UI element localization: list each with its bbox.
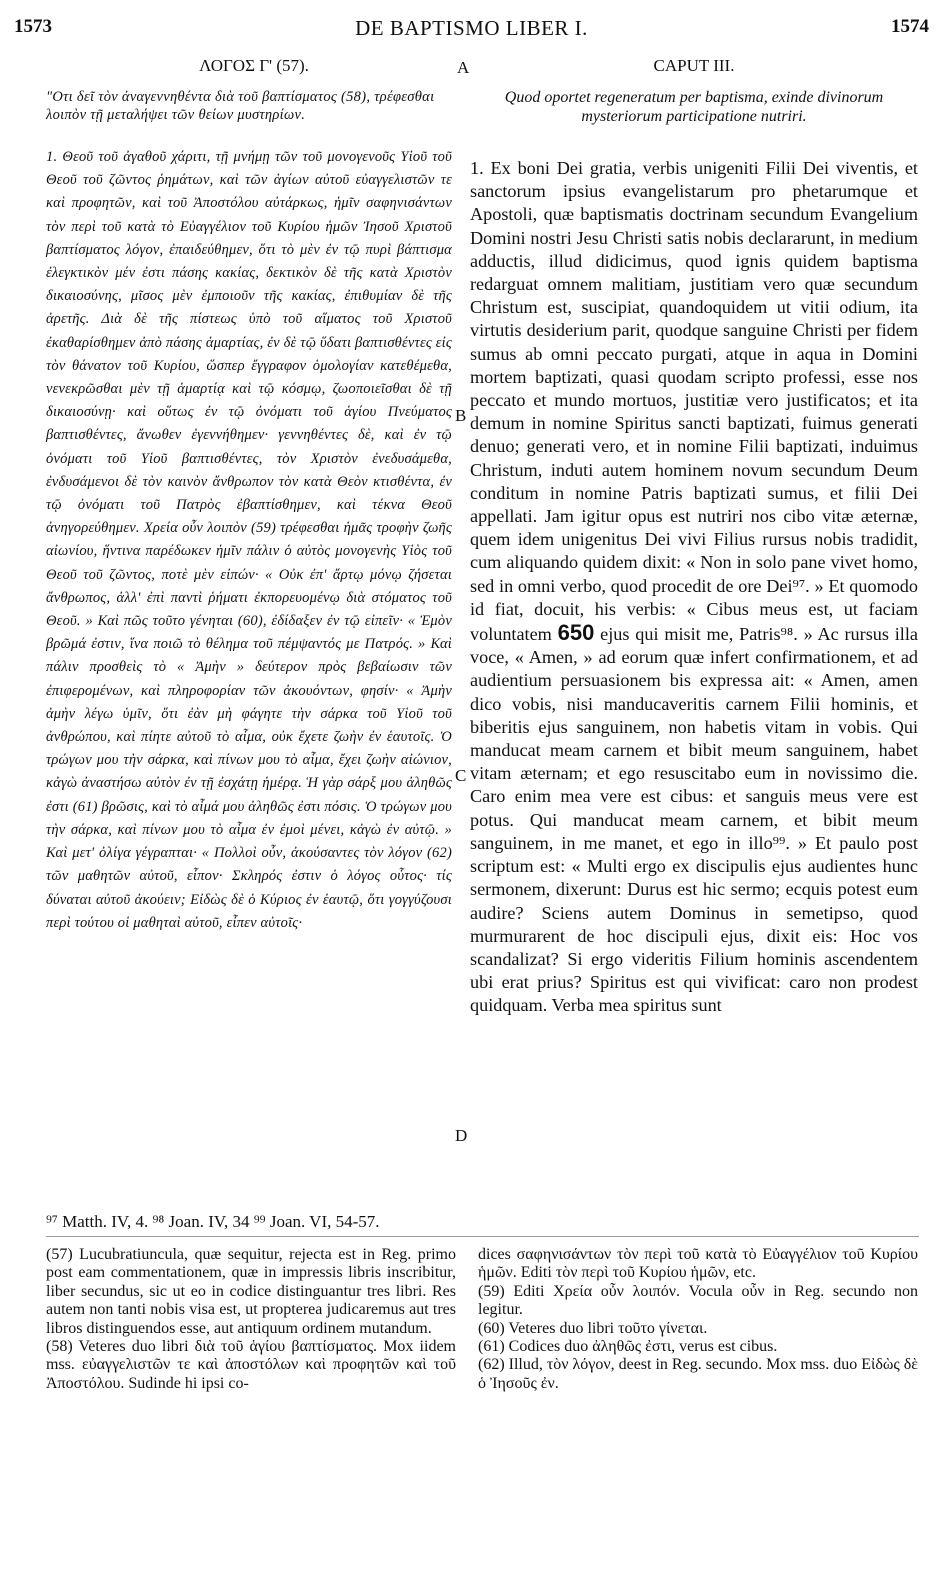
latin-heading: CAPUT III. — [653, 56, 735, 75]
latin-body — [470, 157, 918, 1018]
latin-column — [470, 56, 918, 1018]
footnote-divider — [46, 1236, 919, 1237]
latin-subtitle: Quod oportet regeneratum per baptisma, exinde divinorum mysteriorum participatione nutriri. — [504, 89, 884, 125]
page-number-right: 1574 — [891, 16, 929, 37]
column-number: 650 — [557, 620, 595, 646]
greek-paragraph: 1. Θεοῦ τοῦ ἀγαθοῦ χάριτι, τῇ μνήμῃ τῶν τοῦ μονογενοῦς Υἱοῦ τοῦ Θεοῦ τοῦ ζῶντος ῥημάτων, καὶ τῶν ἁγίων αὐτοῦ εὐαγγελιστῶν τε καὶ προφητῶν, καὶ τοῦ Ἀποστόλου αὐτάρκως, ἡμῖν σαφηνισάντων τὸν περὶ τοῦ κατὰ τὸ Εὐαγγέλιον τοῦ Κυρίου ἡμῶν Ἰησοῦ Χριστοῦ βαπτίσματος λόγον, ἐπαιδεύθημεν, ὅτι τὸ μὲν ἐν τῷ πυρὶ βάπτισμα ἐλεγκτικὸν μέν ἐστι πάσης κακίας, δεκτικὸν δὲ τῆς κατὰ Χριστὸν δικαιοσύνης, μῖσος μὲν ἐμποιοῦν τῆς κακίας, ἐπιθυμίαν δὲ τῆς ἀρετῆς. Διὰ δὲ τῆς πίστεως ὑπὸ τοῦ αἵματος τοῦ Χριστοῦ ἐκαθαρίσθημεν ἀπὸ πάσης ἁμαρτίας, ἐν δὲ τῷ ὕδατι βαπτισθέντες εἰς τὸν θάνατον τοῦ Κυρίου, ὥσπερ ἔγγραφον ὁμολογίαν κατεθέμεθα, νενεκρῶσθαι μὲν τῇ ἁμαρτίᾳ καὶ τῷ κόσμῳ, ζωοποιεῖσθαι δὲ τῇ δικαιοσύνῃ· καὶ οὕτως ἐν τῷ ὀνόματι τοῦ ἁγίου Πνεύματος βαπτισθέντες, ἄνωθεν ἐγεννήθημεν· γεννηθέντες δὲ, καὶ ἐν τῷ ὀνόματι τοῦ Υἱοῦ βαπτισθέντες, τὸν Χριστὸν ἐνεδυσάμεθα, ἐνδυσάμενοι δὲ τὸν καινὸν ἄνθρωπον τὸν κατὰ Θεὸν κτισθέντα, ἐν τῷ ὀνόματι τοῦ Πατρὸς ἐβαπτίσθημεν, καὶ τέκνα Θεοῦ ἀνηγορεύθημεν. Χρεία οὖν λοιπὸν (59) τρέφεσθαι ἡμᾶς τροφὴν ζωῆς αἰωνίου, ἥντινα παρέδωκεν ἡμῖν πάλιν ὁ αὐτὸς μονογενὴς Υἱὸς τοῦ Θεοῦ τοῦ ζῶντος, ποτὲ μὲν εἰπών· « Οὐκ ἐπ' ἄρτῳ μόνῳ ζήσεται ἄνθρωπος, ἀλλ' ἐπὶ παντὶ ῥήματι ἐκπορευομένῳ διὰ στόματος τοῦ Θεοῦ. » Καὶ πῶς τοῦτο γένηται (60), ἐδίδαξεν ἐν τῷ εἰπεῖν· « Ἐμὸν βρῶμά ἐστιν, ἵνα ποιῶ τὸ θέλημα τοῦ πέμψαντός με Πατρός. » Καὶ πάλιν προσθεὶς τὸ « Ἀμὴν » δεύτερον πρὸς βεβαίωσιν τῶν ἐπιφερομένων, καὶ πληροφορίαν τῶν ἀκουόντων, φησίν· « Ἀμὴν ἀμὴν λέγω ὑμῖν, ὅτι ἐὰν μὴ φάγητε τὴν σάρκα τοῦ Υἱοῦ τοῦ ἀνθρώπου, καὶ πίητε αὐτοῦ τὸ αἷμα, οὐκ ἔχετε ζωὴν ἐν ἑαυτοῖς. Ὁ τρώγων μου τὴν σάρκα, καὶ πίνων μου τὸ αἷμα, ἔχει ζωὴν αἰώνιον, κἀγὼ ἀναστήσω αὐτὸν ἐν τῇ ἐσχάτῃ ἡμέρᾳ. Ἡ γὰρ σάρξ μου ἀληθῶς ἐστι (61) βρῶσις, καὶ τὸ αἷμά μου ἀληθῶς ἐστι πόσις. Ὁ τρώγων μου τὴν σάρκα, καὶ πίνων μου τὸ αἷμα ἐν ἐμοὶ μένει, κἀγὼ ἐν αὐτῷ. » Καὶ μετ' ὀλίγα γέγραπται· « Πολλοὶ οὖν, ἀκούσαντες τὸν λόγον (62) τῶν μαθητῶν αὐτοῦ, εἶπον· Σκληρός ἐστιν ὁ λόγος οὗτος· τίς δύναται αὐτοῦ ἀκούειν; Εἰδὼς δὲ ὁ Κύριος ἐν ἑαυτῷ, ὅτι γογγύζουσι περὶ τούτου οἱ μαθηταὶ αὐτοῦ, εἶπεν αὐτοῖς· — [46, 149, 452, 931]
scripture-references: ⁹⁷ Matth. IV, 4. ⁹⁸ Joan. IV, 34 ⁹⁹ Joan. VI, 54-57. — [46, 1212, 380, 1231]
footnotes-left — [46, 1246, 456, 1393]
footnote-58: (58) Veteres duo libri διὰ τοῦ ἁγίου βαπτίσματος. Mox iidem mss. εὐαγγελιστῶν τε καὶ ἀποστόλων καὶ προφητῶν καὶ τοῦ Ἀποστόλου. Sudinde hi ipsi co- — [46, 1338, 456, 1392]
margin-letter-c: C — [455, 766, 467, 785]
latin-paragraph — [470, 157, 918, 1018]
page-header — [14, 16, 929, 42]
latin-text-part1: 1. Ex boni Dei gratia, verbis unigeniti Filii Dei viventis, et sanctorum ipsius evangelistarum pro phetarumque et Apostoli, quæ baptismatis doctrinam secundum Evangelium Domini nostri Jesu Christi satis nobis declararunt, in medium adductis, illud didicimus, quod ignis quidem baptisma redarguat omnem malitiam, justitiam vero quæ secundum Christum est, suscipiat, quandoquidem ut vitii odium, ita virtutis desiderium parit, quodque sanguine Christi per fidem sumus ab omni peccato purgati, atque in aqua in Domini mortem baptizati, quasi quodam scripto professi, esse nos peccato et mundo mortuos, justitiæ vero justificatos; et ita demum in nomine Spiritus sancti baptizati, fuimus generati denuo; generati vero, et in nomine Filii baptizati, induimus Christum, induti autem hominem novum secundum Deum conditum in nomine Patris baptizati sumus, et filii Dei appellati. Jam igitur opus est nutriri nos cibo vitæ æternæ, quem idem unigenitus Dei vivi Filius rursus nobis tradidit, cum aliquando quidem dixit: « Non in solo pane vivet homo, sed in omni verbo, quod procedit de ore Dei⁹⁷. » Et quomodo id fiat, docuit, his verbis: « Cibus meus est, ut faciam voluntatem — [470, 158, 918, 645]
margin-letter-d: D — [455, 1126, 468, 1145]
footnotes-right — [478, 1246, 918, 1393]
footnote-62: (62) Illud, τὸν λόγον, deest in Reg. secundo. Mox mss. duo Εἰδὼς δὲ ὁ Ἰησοῦς ἐν. — [478, 1356, 918, 1392]
margin-letter-b: B — [455, 406, 467, 425]
page-number-left: 1573 — [14, 16, 52, 37]
footnote-61: (61) Codices duo ἀληθῶς ἐστι, verus est cibus. — [478, 1338, 778, 1356]
greek-body — [46, 146, 452, 935]
latin-text-part2: ejus qui misit me, Patris⁹⁸. » Ac rursus illa voce, « Amen, » ad eorum quæ infert confirmationem, et ad audientium persuasionem bis expressa ait: « Amen, amen dico vobis, nisi manducaveritis carnem Filii hominis, et biberitis ejus sanguinem, non habetis vitam in vobis. Qui manducat meam carnem et bibit meum sanguinem, habet vitam æternam; et ego resuscitabo eum in novissimo die. Caro enim mea vere est cibus: et sanguis meus vere est potus. Qui manducat meam carnem, et bibit meum sanguinem, in me manet, et ego in illo⁹⁹. » Et paulo post scriptum est: « Multi ergo ex discipulis ejus audientes hunc sermonem, dixerunt: Durus est hic sermo; ecquis potest eum audire? Sciens autem Dominus in semetipso, quod murmurarent de hoc discipuli ejus, dixit eis: Hoc vos scandalizat? Si ergo videritis Filium hominis ascendentem ubi erat prius? Spiritus est qui vivificat: caro non prodest quidquam. Verba mea spiritus sunt — [470, 624, 918, 1016]
footnote-60: (60) Veteres duo libri τοῦτο γίνεται. — [478, 1319, 708, 1337]
greek-column — [46, 56, 452, 935]
footnote-59: (59) Editi Χρεία οὖν λοιπόν. Vocula οὖν in Reg. secundo non legitur. — [478, 1282, 918, 1319]
margin-letter-a: A — [457, 58, 470, 77]
greek-heading: ΛΟΓΟΣ Γ' (57). — [199, 56, 309, 75]
running-title: DE BAPTISMO LIBER I. — [355, 16, 588, 40]
footnote-57: (57) Lucubratiuncula, quæ sequitur, rejecta est in Reg. primo post eam commentationem, quæ in impressis libris inscribitur, liber secundus, sic ut eo in codice distinguantur tres libri. Res autem non tanti nobis visa est, ut propterea judicaremus aut tres libros distinguendos esse, aut antiquum ordinem mutandum. — [46, 1246, 456, 1337]
greek-subtitle: "Οτι δεῖ τὸν ἀναγεννηθέντα διὰ τοῦ βαπτίσματος (58), τρέφεσθαι λοιπὸν τῇ μεταλήψει τῶν θείων μυστηρίων. — [46, 89, 435, 123]
footnote-58-continued: dices σαφηνισάντων τὸν περὶ τοῦ κατὰ τὸ Εὐαγγέλιον τοῦ Κυρίου ἡμῶν. Editi τὸν περὶ τοῦ Κυρίου ἡμῶν, etc. — [478, 1246, 918, 1282]
